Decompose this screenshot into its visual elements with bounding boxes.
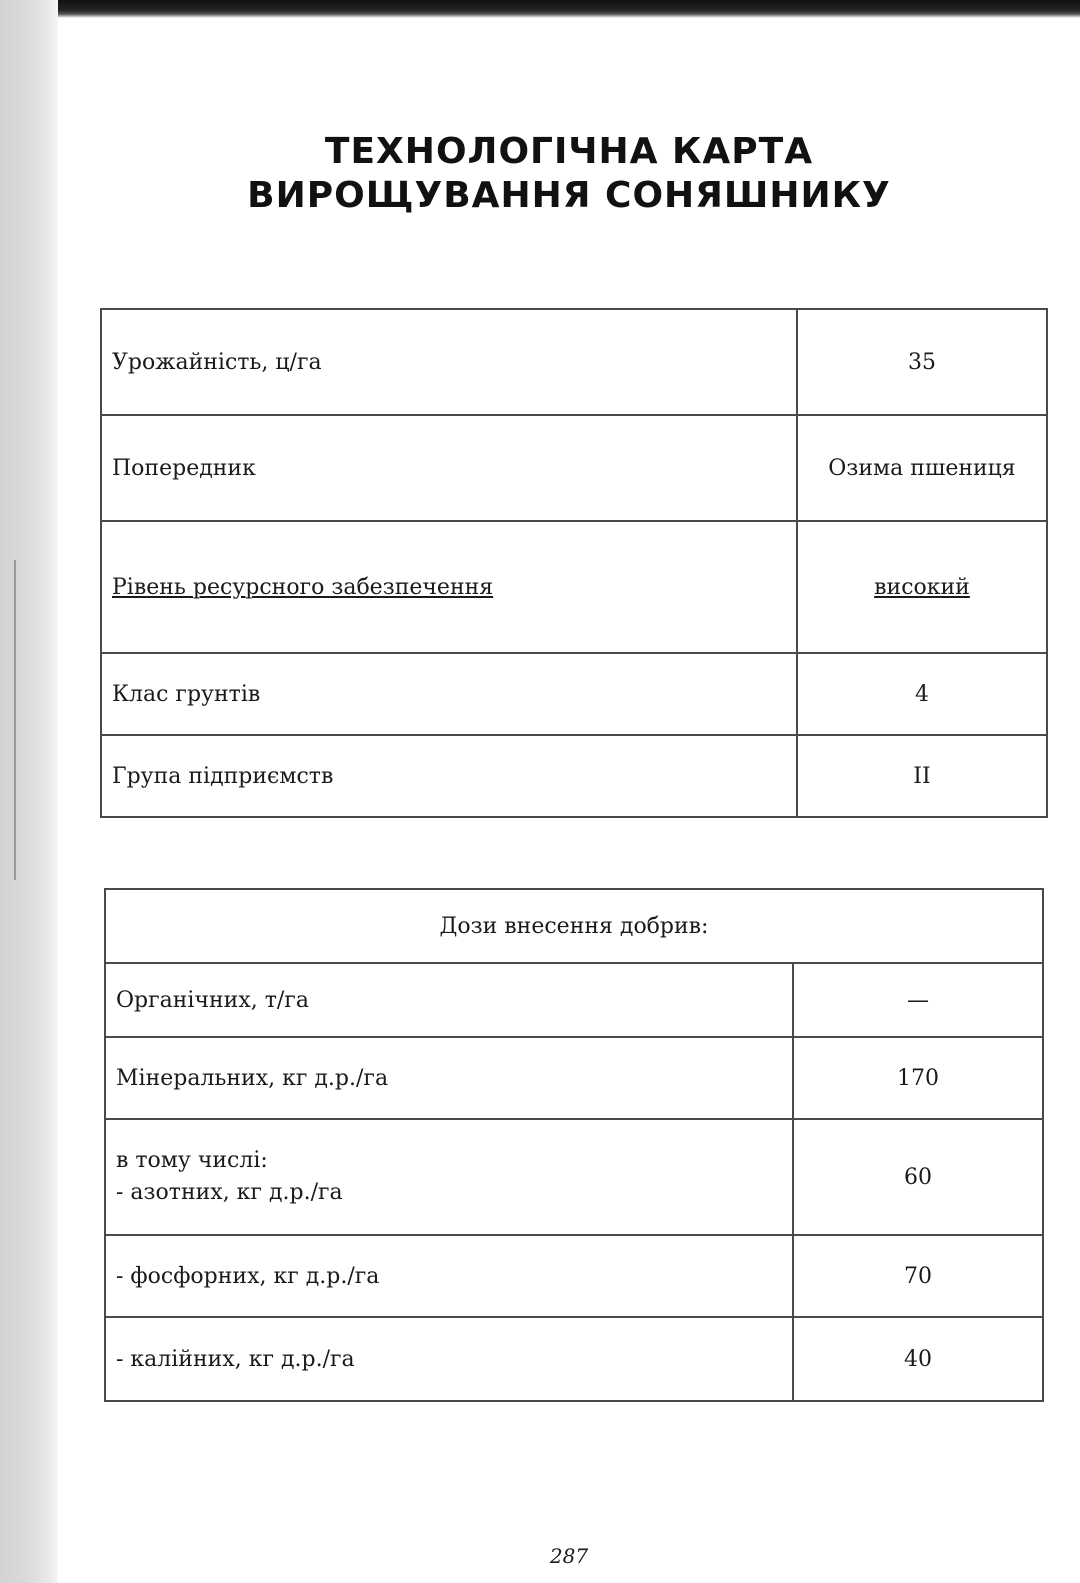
soil-class-label: Клас грунтів xyxy=(101,653,797,735)
table-row xyxy=(101,415,1047,521)
nitrogen-value: 60 xyxy=(793,1119,1043,1235)
including-text: в тому числі: xyxy=(116,1148,268,1173)
table-row xyxy=(105,1235,1043,1317)
soil-class-value: 4 xyxy=(797,653,1047,735)
phosphorus-label: - фосфорних, кг д.р./га xyxy=(105,1235,793,1317)
summary-table xyxy=(100,308,1048,818)
potassium-label: - калійних, кг д.р./га xyxy=(105,1317,793,1401)
enterprise-group-value: II xyxy=(797,735,1047,817)
predecessor-label: Попередник xyxy=(101,415,797,521)
table-row xyxy=(105,1037,1043,1119)
book-gutter xyxy=(0,0,58,1583)
page-top-edge xyxy=(0,0,1080,18)
potassium-value: 40 xyxy=(793,1317,1043,1401)
mineral-label: Мінеральних, кг д.р./га xyxy=(105,1037,793,1119)
yield-label: Урожайність, ц/га xyxy=(101,309,797,415)
table-row xyxy=(101,309,1047,415)
organic-value: — xyxy=(793,963,1043,1037)
table-row xyxy=(101,521,1047,653)
title-line-1: ТЕХНОЛОГІЧНА КАРТА xyxy=(324,131,814,172)
title-line-2: ВИРОЩУВАННЯ СОНЯШНИКУ xyxy=(247,175,891,216)
page-number: 287 xyxy=(549,1544,589,1568)
table-row xyxy=(105,963,1043,1037)
table-row xyxy=(105,1119,1043,1235)
organic-label: Органічних, т/га xyxy=(105,963,793,1037)
nitrogen-text: - азотних, кг д.р./га xyxy=(116,1180,343,1205)
mineral-value: 170 xyxy=(793,1037,1043,1119)
enterprise-group-label: Група підприємств xyxy=(101,735,797,817)
nitrogen-label xyxy=(105,1119,793,1235)
yield-value: 35 xyxy=(797,309,1047,415)
resource-level-label: Рівень ресурсного забезпечення xyxy=(101,521,797,653)
gutter-shadow-line xyxy=(14,560,16,880)
document-page xyxy=(58,18,1080,1583)
predecessor-value: Озима пшениця xyxy=(797,415,1047,521)
table-row xyxy=(105,889,1043,963)
resource-level-value: високий xyxy=(797,521,1047,653)
phosphorus-value: 70 xyxy=(793,1235,1043,1317)
fertilizer-table xyxy=(104,888,1044,1402)
fertilizer-table-header: Дози внесення добрив: xyxy=(105,889,1043,963)
page-title xyxy=(58,130,1080,218)
table-row xyxy=(105,1317,1043,1401)
table-row xyxy=(101,653,1047,735)
table-row xyxy=(101,735,1047,817)
